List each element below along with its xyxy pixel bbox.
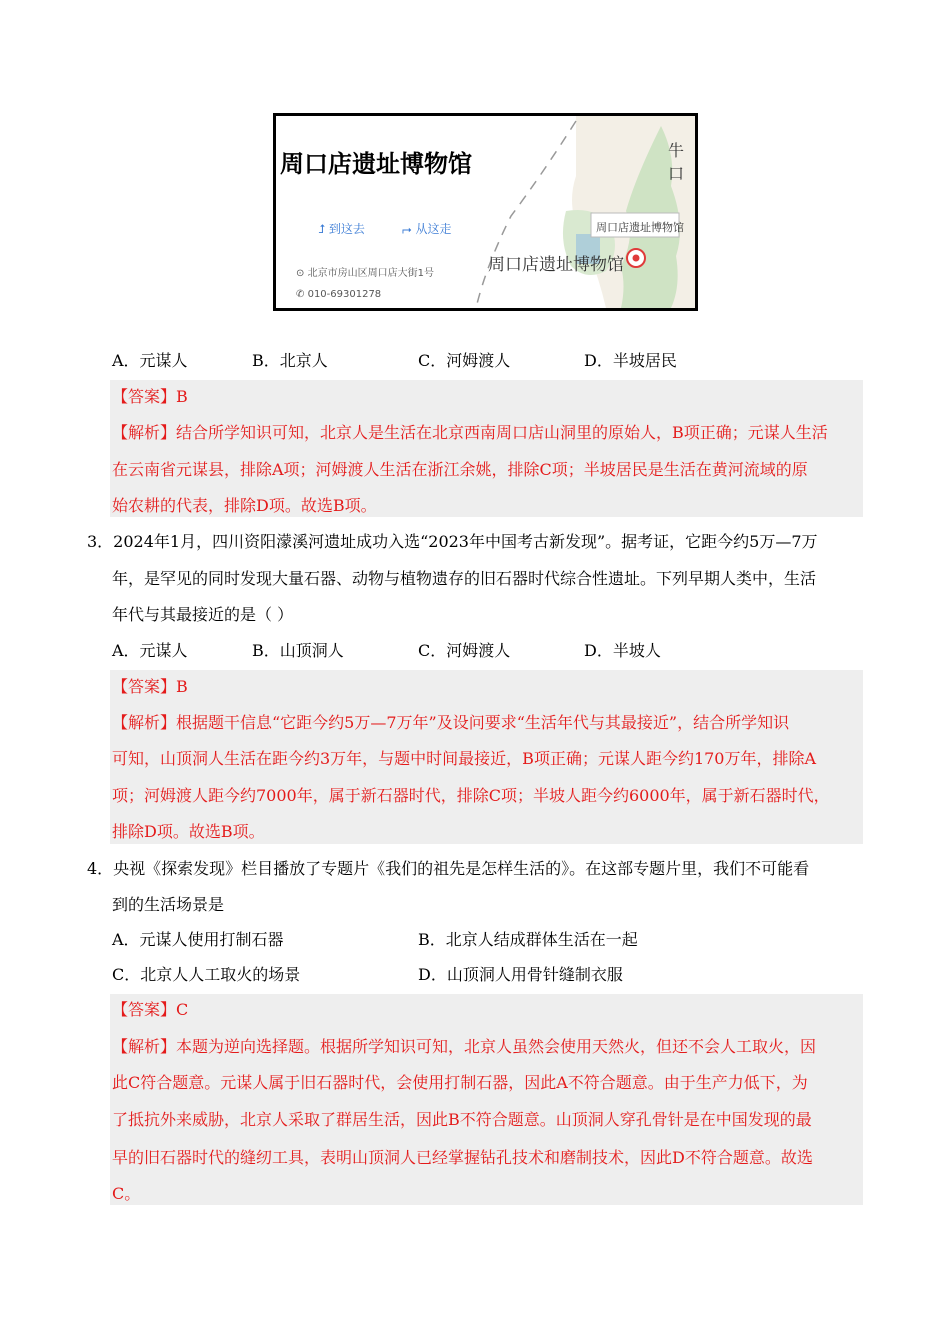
q2-option-a: A．元谋人 xyxy=(112,351,188,370)
q3-option-c: C．河姆渡人 xyxy=(418,641,511,660)
location-icon: ⊙ xyxy=(296,268,305,279)
q2-analysis-line-3: 始农耕的代表，排除D项。故选B项。 xyxy=(112,496,377,515)
q2-option-d: D．半坡居民 xyxy=(584,351,677,370)
address-row: ⊙ 北京市房山区周口店大街1号 xyxy=(296,268,434,279)
q3-option-b: B．山顶洞人 xyxy=(252,641,344,660)
phone-row: ✆ 010-69301278 xyxy=(296,289,382,300)
q3-answer: 【答案】B xyxy=(112,677,188,696)
q4-option-a: A．元谋人使用打制石器 xyxy=(112,930,284,949)
q4-analysis-line-4: 早的旧石器时代的缝纫工具，表明山顶洞人已经掌握钻孔技术和磨制技术，因此D不符合题意。故选 xyxy=(112,1148,813,1167)
phone-icon: ✆ xyxy=(296,289,305,300)
q4-answer-box xyxy=(110,994,863,1205)
q4-option-d: D．山顶洞人用骨针缝制衣服 xyxy=(418,965,623,984)
q4-analysis-line-2: 此C符合题意。元谋人属于旧石器时代，会使用打制石器，因此A不符合题意。由于生产力低下，为 xyxy=(112,1073,808,1092)
turn-arrow-icon: ⮣ xyxy=(402,222,412,236)
route-from-button[interactable]: ⮣ 从这走 xyxy=(402,222,452,236)
q2-answer: 【答案】B xyxy=(112,387,188,406)
map-corner-label: 牛口 xyxy=(668,141,685,183)
turn-arrow-icon: ⮥ xyxy=(318,222,326,236)
q2-analysis-line-1: 【解析】结合所学知识可知，北京人是生活在北京西南周口店山洞里的原始人，B项正确；元谋人生活 xyxy=(112,423,828,442)
q2-option-c: C．河姆渡人 xyxy=(418,351,511,370)
q2-option-b: B．北京人 xyxy=(252,351,328,370)
map-title: 周口店遗址博物馆 xyxy=(280,150,472,178)
q4-analysis-line-5: C。 xyxy=(112,1184,141,1203)
q3-analysis-line-4: 排除D项。故选B项。 xyxy=(112,822,265,841)
q4-answer: 【答案】C xyxy=(112,1000,189,1019)
q3-option-d: D．半坡人 xyxy=(584,641,661,660)
q4-analysis-line-1: 【解析】本题为逆向选择题。根据所学知识可知，北京人虽然会使用天然火，但还不会人工取火，因 xyxy=(112,1037,817,1056)
q3-stem-line-2: 年，是罕见的同时发现大量石器、动物与植物遗存的旧石器时代综合性遗址。下列早期人类中，生活 xyxy=(112,569,817,588)
q3-option-a: A．元谋人 xyxy=(112,641,188,660)
q3-analysis-line-1: 【解析】根据题干信息“它距今约5万—7万年”及设问要求“生活年代与其最接近”，结合所学知识 xyxy=(112,713,790,732)
q4-option-c: C．北京人人工取火的场景 xyxy=(112,965,301,984)
map-place-label: 周口店遗址博物馆 xyxy=(488,255,624,275)
map-callout: 周口店遗址博物馆 xyxy=(596,221,684,234)
q3-analysis-line-2: 可知，山顶洞人生活在距今约3万年，与题中时间最接近，B项正确；元谋人距今约170万年，排除A xyxy=(112,749,817,768)
q3-analysis-line-3: 项；河姆渡人距今约7000年，属于新石器时代，排除C项；半坡人距今约6000年，属于新石器时代， xyxy=(112,786,830,805)
q3-stem-line-3: 年代与其最接近的是（ ） xyxy=(112,605,294,624)
q2-analysis-line-2: 在云南省元谋县，排除A项；河姆渡人生活在浙江余姚，排除C项；半坡居民是生活在黄河流域的原 xyxy=(112,460,808,479)
q4-option-b: B．北京人结成群体生活在一起 xyxy=(418,930,638,949)
q4-stem-line-1: 4．央视《探索发现》栏目播放了专题片《我们的祖先是怎样生活的》。在这部专题片里，我们不可能看 xyxy=(87,859,810,878)
route-to-button[interactable]: ⮥ 到这去 xyxy=(318,222,365,236)
q4-analysis-line-3: 了抵抗外来威胁，北京人采取了群居生活，因此B不符合题意。山顶洞人穿孔骨针是在中国发现的最 xyxy=(112,1110,812,1129)
q3-stem-line-1: 3．2024年1月，四川资阳濛溪河遗址成功入选“2023年中国考古新发现”。据考证，它距今约5万—7万 xyxy=(87,532,818,551)
q4-stem-line-2: 到的生活场景是 xyxy=(112,895,225,914)
map-image xyxy=(273,113,698,311)
